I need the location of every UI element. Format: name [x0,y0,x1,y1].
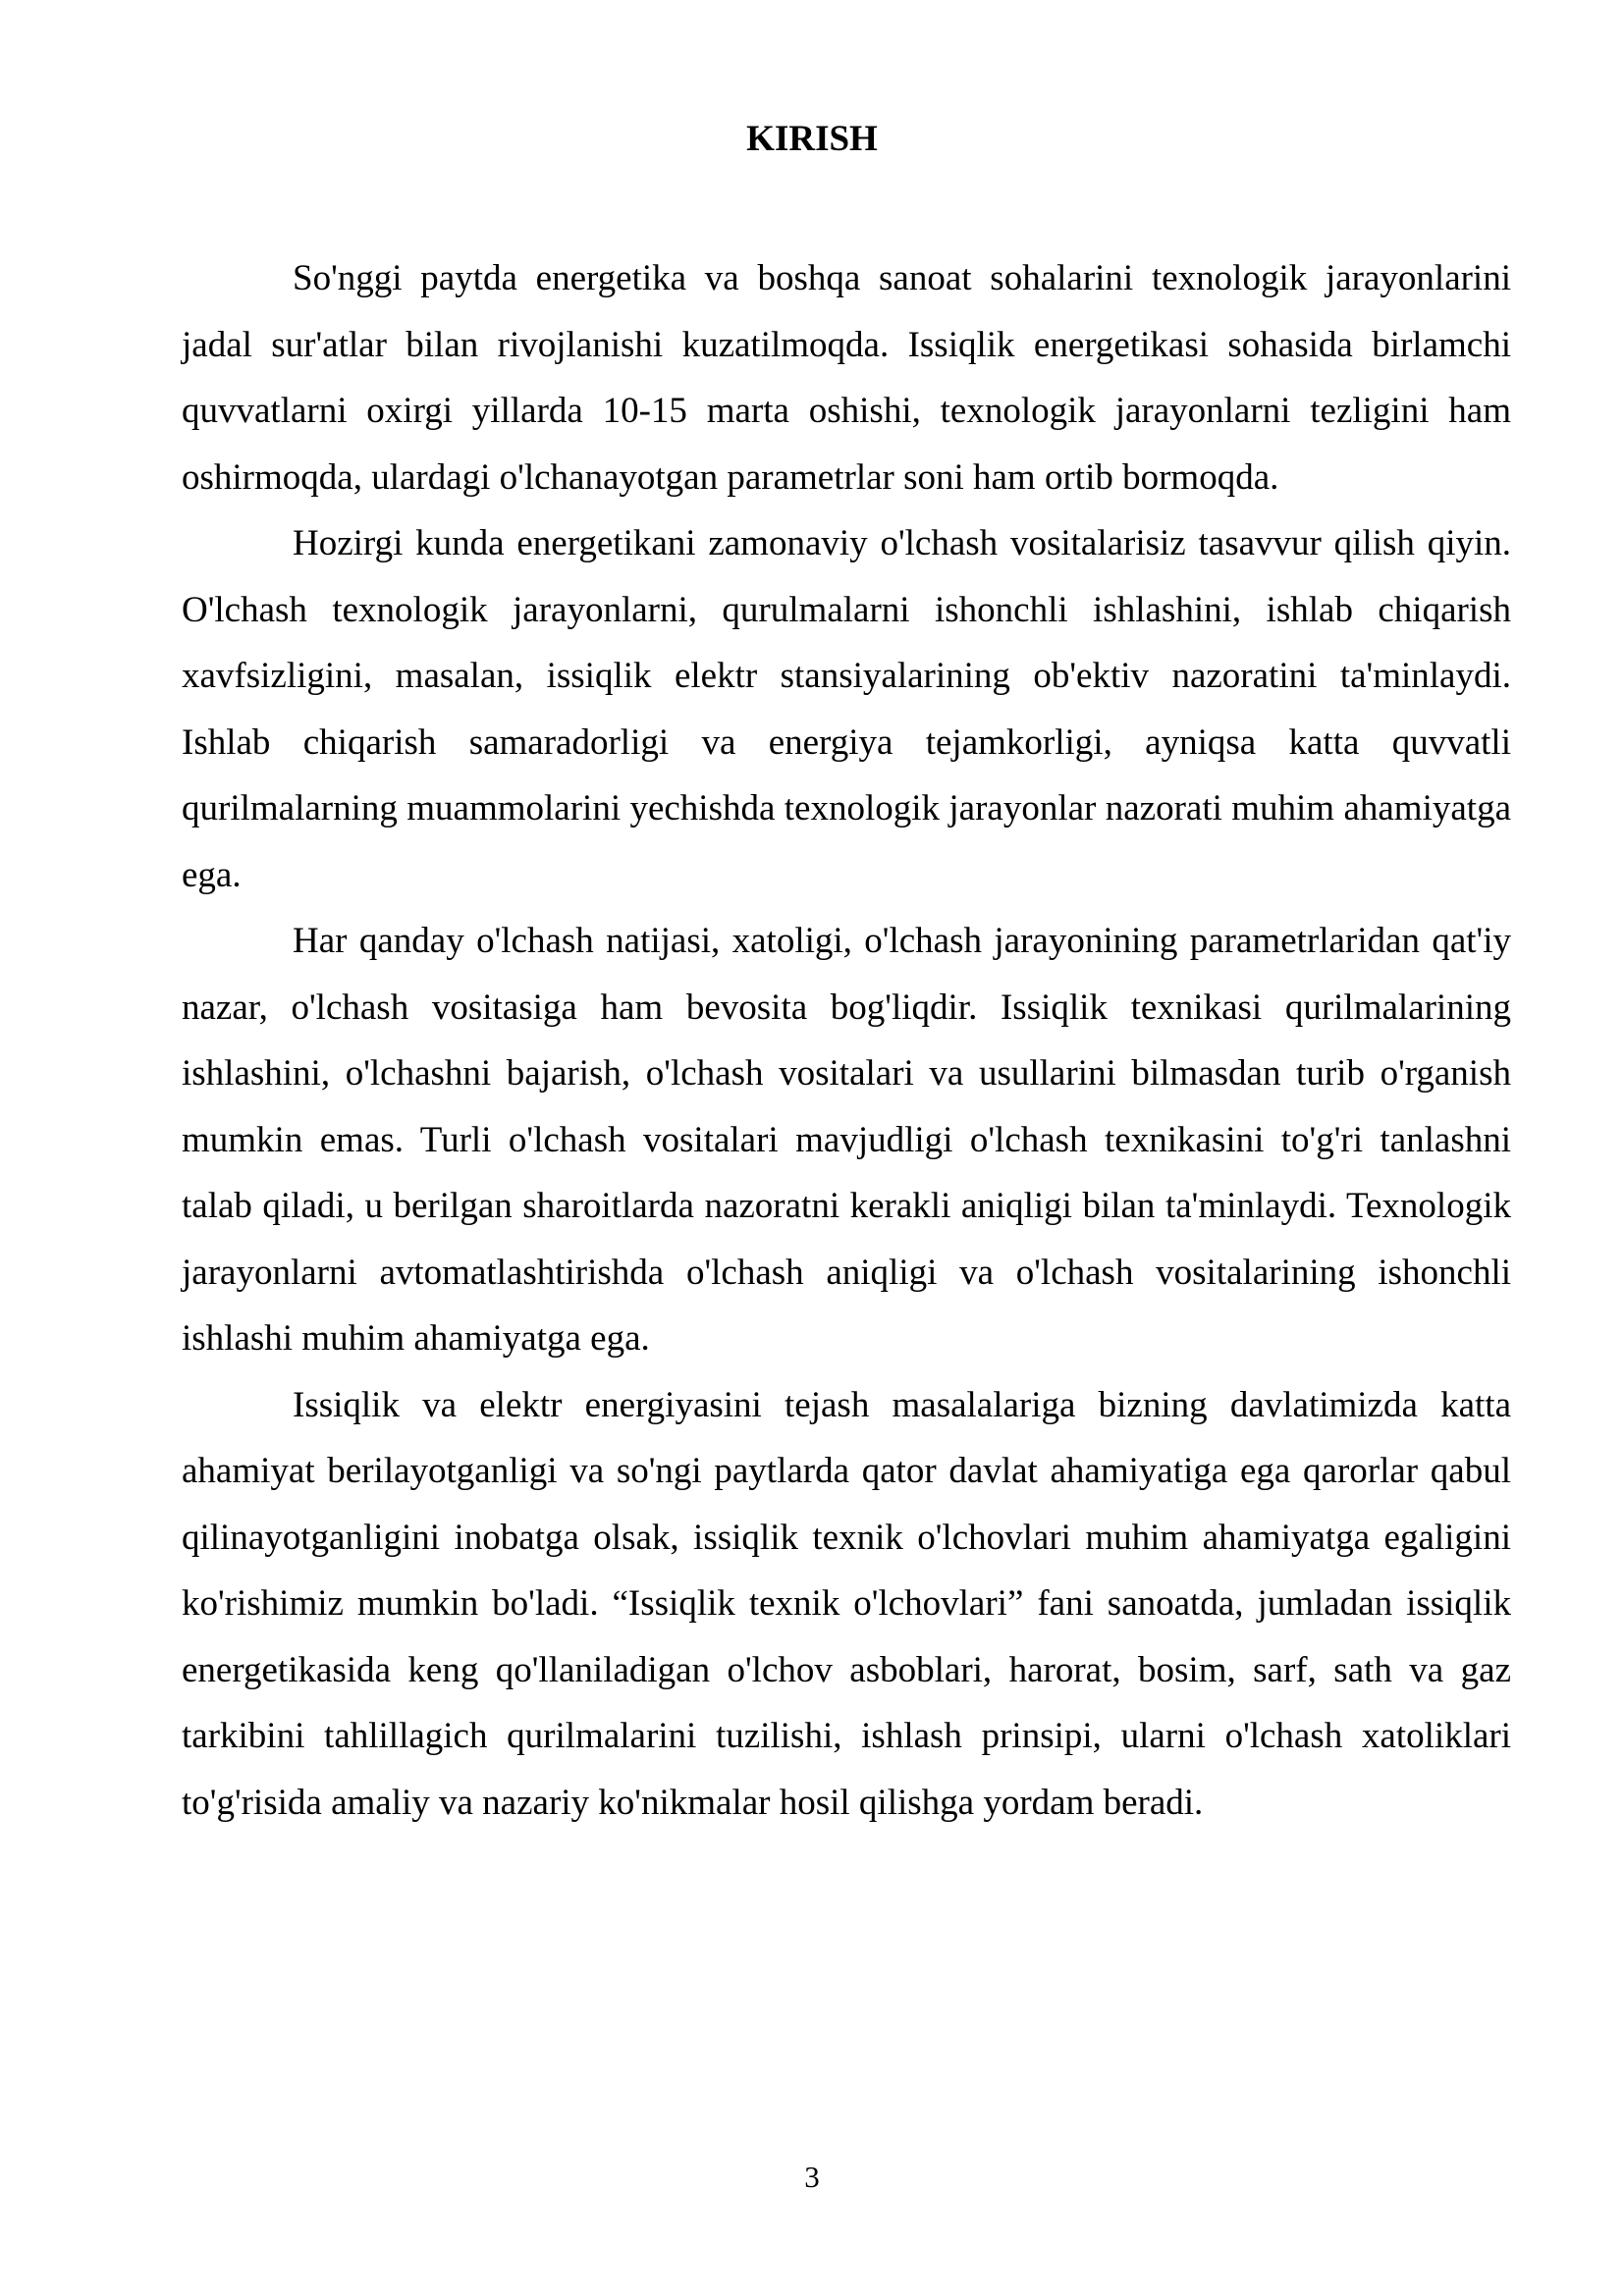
paragraph-3: Har qanday o'lchash natijasi, xatoligi, o'lchash jarayonining parametrlaridan qat'iy nazar, o'lchash vositasiga ham bevosita bog'liqdir. Issiqlik texnikasi qurilmalarining ishlashini, o'lchashni bajarish, o'lchash vositalari va usullarini bilmasdan turib o'rganish mumkin emas. Turli o'lchash vositalari mavjudligi o'lchash texnikasini to'g'ri tanlashni talab qiladi, u berilgan sharoitlarda nazoratni kerakli aniqligi bilan ta'minlaydi. Texnologik jarayonlarni avtomatlashtirishda o'lchash aniqligi va o'lchash vositalarining ishonchli ishlashi muhim ahamiyatga ega. [182,921,1511,1359]
body-text [182,245,1511,1836]
page-heading: KIRISH [746,119,878,159]
paragraph-2: Hozirgi kunda energetikani zamonaviy o'lchash vositalarisiz tasavvur qilish qiyin. O'lchash texnologik jarayonlarni, qurulmalarni ishonchli ishlashini, ishlab chiqarish xavfsizligini, masalan, issiqlik elektr stansiyalarining ob'ektiv nazoratini ta'minlaydi. Ishlab chiqarish samaradorligi va energiya tejamkorligi, ayniqsa katta quvvatli qurilmalarning muammolarini yechishda texnologik jarayonlar nazorati muhim ahamiyatga ega. [182,523,1511,895]
page-number: 3 [804,2160,820,2194]
paragraph-1: So'nggi paytda energetika va boshqa sanoat sohalarini texnologik jarayonlarini jadal sur'atlar bilan rivojlanishi kuzatilmoqda. Issiqlik energetikasi sohasida birlamchi quvvatlarni oxirgi yillarda 10-15 marta oshishi, texnologik jarayonlarni tezligini ham oshirmoqda, ulardagi o'lchanayotgan parametrlar soni ham ortib bormoqda. [182,258,1511,498]
paragraph-4: Issiqlik va elektr energiyasini tejash masalalariga bizning davlatimizda katta ahamiyat berilayotganligi va so'ngi paytlarda qator davlat ahamiyatiga ega qarorlar qabul qilinayotganligini inobatga olsak, issiqlik texnik o'lchovlari muhim ahamiyatga egaligini ko'rishimiz mumkin bo'ladi. “Issiqlik texnik o'lchovlari” fani sanoatda, jumladan issiqlik energetikasida keng qo'llaniladigan o'lchov asboblari, harorat, bosim, sarf, sath va gaz tarkibini tahlillagich qurilmalarini tuzilishi, ishlash prinsipi, ularni o'lchash xatoliklari to'g'risida amaliy va nazariy ko'nikmalar hosil qilishga yordam beradi. [182,1384,1511,1823]
